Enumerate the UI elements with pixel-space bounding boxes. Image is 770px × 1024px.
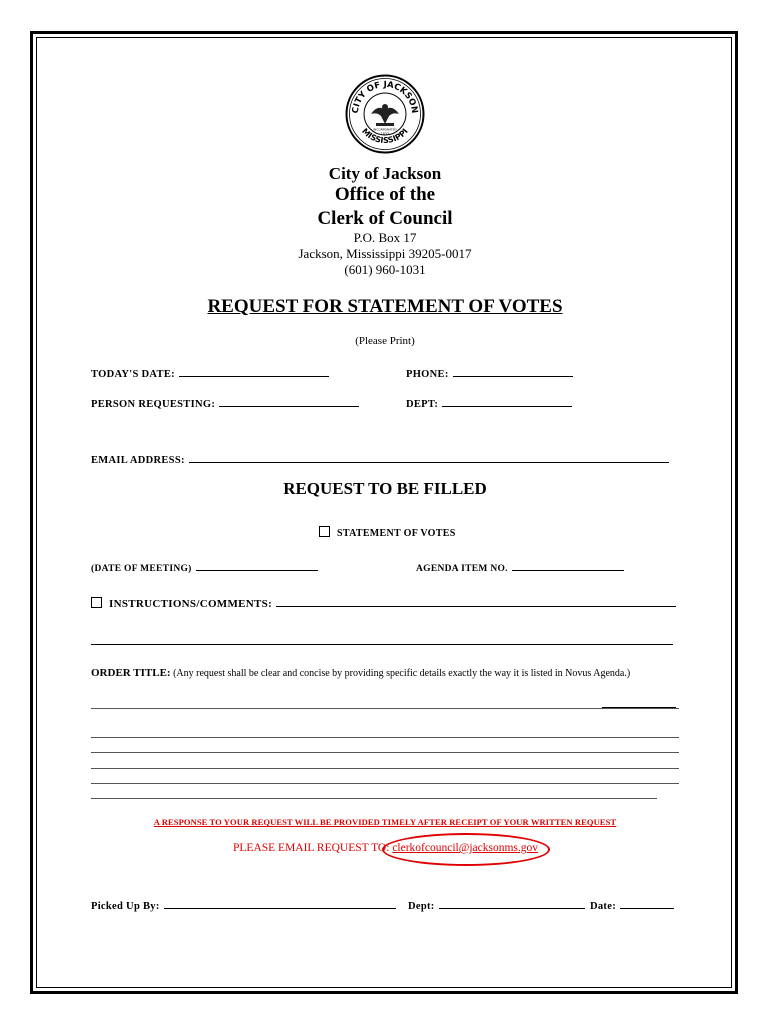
order-line-2[interactable] (91, 737, 679, 738)
dept-line[interactable] (442, 405, 572, 407)
agenda-item-field[interactable] (416, 558, 624, 576)
picked-up-by-line[interactable] (164, 907, 396, 909)
todays-date-line[interactable] (179, 375, 329, 377)
po-box: P.O. Box 17 (353, 230, 417, 245)
order-title-label: ORDER TITLE: (91, 667, 171, 679)
footer-dept-field[interactable] (408, 896, 585, 914)
instructions-checkbox[interactable] (91, 597, 102, 608)
statement-of-votes-checkbox[interactable] (319, 526, 330, 537)
footer-dept-line[interactable] (439, 907, 585, 909)
todays-date-label: TODAY'S DATE: (91, 369, 175, 380)
email-request-prefix: PLEASE EMAIL REQUEST TO: (233, 842, 390, 854)
person-requesting-field[interactable] (91, 394, 359, 412)
dept-field[interactable] (406, 394, 572, 412)
order-line-6[interactable] (91, 798, 657, 799)
clerk-email-link[interactable]: clerkofcouncil@jacksonms.gov (392, 842, 538, 854)
statement-of-votes-option[interactable] (319, 523, 456, 541)
phone-field[interactable] (406, 364, 573, 382)
office-phone: (601) 960-1031 (344, 262, 426, 277)
order-title-row (91, 667, 630, 679)
email-address-label: EMAIL ADDRESS: (91, 455, 185, 466)
order-line-4[interactable] (91, 768, 679, 769)
request-section-title: REQUEST TO BE FILLED (283, 479, 487, 498)
order-line-5[interactable] (91, 783, 679, 784)
footer-date-line[interactable] (620, 907, 674, 909)
office-title-line2: Clerk of Council (317, 208, 453, 229)
person-requesting-line[interactable] (219, 405, 359, 407)
svg-text:INCORPORATED: INCORPORATED (373, 127, 397, 132)
date-of-meeting-field[interactable] (91, 558, 318, 576)
svg-text:MISSISSIPPI: MISSISSIPPI (360, 126, 410, 146)
email-address-field[interactable] (91, 450, 669, 468)
office-title-line1: Office of the (334, 184, 436, 205)
order-line-1[interactable] (91, 708, 679, 709)
footer-date-field[interactable] (590, 896, 674, 914)
instructions-line[interactable] (276, 605, 676, 607)
phone-line[interactable] (453, 375, 573, 377)
footer-date-label: Date: (590, 901, 616, 912)
picked-up-by-field[interactable] (91, 896, 396, 914)
agenda-item-line[interactable] (512, 569, 624, 571)
instructions-comments-field[interactable] (91, 594, 676, 612)
city-name: City of Jackson (328, 164, 442, 183)
svg-text:CITY OF JACKSON: CITY OF JACKSON (350, 79, 420, 115)
order-line-3[interactable] (91, 752, 679, 753)
instructions-line-2[interactable] (91, 644, 673, 645)
email-highlight-circle (382, 833, 550, 866)
instructions-label: INSTRUCTIONS/COMMENTS: (109, 598, 273, 610)
todays-date-field[interactable] (91, 364, 329, 382)
picked-up-by-label: Picked Up By: (91, 901, 160, 912)
response-notice: A RESPONSE TO YOUR REQUEST WILL BE PROVIDED TIMELY AFTER RECEIPT OF YOUR WRITTEN REQUEST (153, 817, 617, 827)
order-title-note: (Any request shall be clear and concise by providing specific details exactly the way it is listed in Novus Agenda.) (173, 668, 631, 679)
phone-label: PHONE: (406, 369, 449, 380)
order-line-1-tail (602, 707, 676, 708)
date-of-meeting-line[interactable] (196, 569, 318, 571)
city-seal-logo (345, 74, 425, 154)
date-of-meeting-label: (DATE OF MEETING) (91, 564, 192, 574)
footer-dept-label: Dept: (408, 901, 435, 912)
form-title: REQUEST FOR STATEMENT OF VOTES (207, 296, 563, 317)
person-requesting-label: PERSON REQUESTING: (91, 399, 216, 410)
city-state-zip: Jackson, Mississippi 39205-0017 (298, 246, 472, 261)
statement-of-votes-label: STATEMENT OF VOTES (337, 528, 456, 539)
svg-text:1822: 1822 (380, 132, 390, 136)
please-print-note: (Please Print) (355, 335, 415, 347)
agenda-item-label: AGENDA ITEM NO. (416, 564, 508, 574)
email-address-line[interactable] (189, 461, 669, 463)
dept-label: DEPT: (406, 399, 439, 410)
